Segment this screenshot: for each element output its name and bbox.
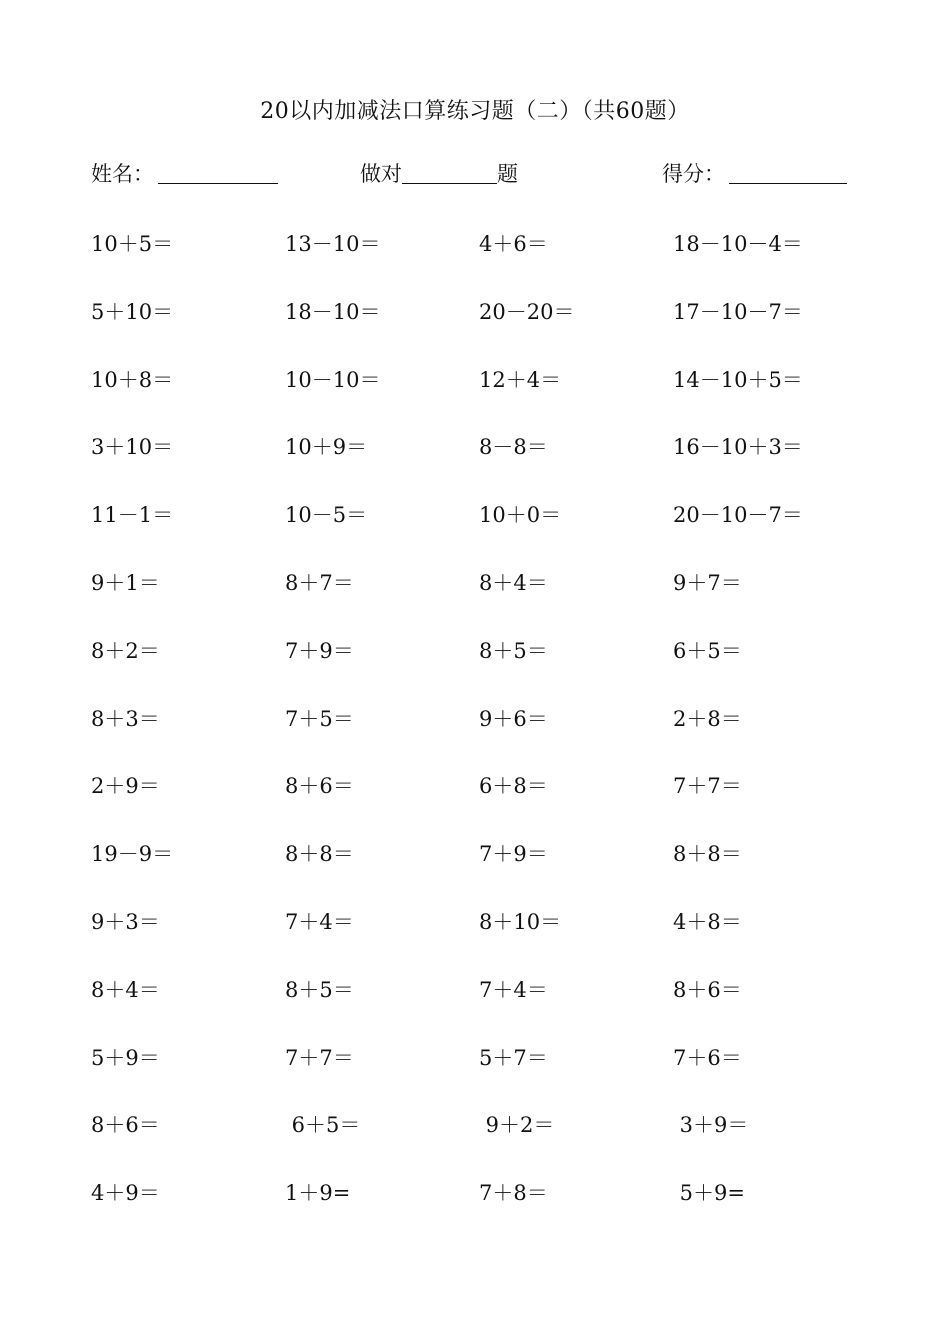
- math-problem: 17－10－7＝: [673, 299, 803, 324]
- math-problem: 18－10＝: [285, 299, 381, 324]
- math-problem: 13－10＝: [285, 232, 381, 256]
- math-problem: 8－8＝: [479, 435, 548, 460]
- math-problem: 3＋9＝: [673, 1113, 749, 1138]
- math-problem: 8＋2＝: [91, 638, 160, 663]
- math-problem: 9＋2＝: [479, 1113, 555, 1138]
- math-problem: 4＋6＝: [479, 232, 548, 256]
- math-problem: 7＋5＝: [285, 706, 354, 731]
- math-problem: 9＋6＝: [479, 706, 548, 731]
- math-problem: 7＋8＝: [479, 1181, 548, 1206]
- math-problem: 8＋7＝: [285, 570, 354, 595]
- math-problem: 8＋6＝: [285, 774, 354, 799]
- math-problem: 4＋8＝: [673, 909, 742, 934]
- page-title: 20以内加减法口算练习题（二）（共60题）: [260, 99, 690, 124]
- math-problem: 6＋5＝: [285, 1113, 361, 1138]
- math-problem: 1＋9=: [285, 1181, 351, 1206]
- correct-suffix-label: 题: [497, 162, 518, 186]
- math-problem: 8＋6＝: [91, 1113, 160, 1138]
- math-problem: 8＋8＝: [673, 842, 742, 867]
- correct-count-field: [360, 158, 518, 188]
- math-problem: 10＋0＝: [479, 503, 562, 528]
- score-label: 得分：: [662, 162, 725, 186]
- math-problem: 9＋7＝: [673, 570, 742, 595]
- math-problem: 3＋10＝: [91, 435, 174, 460]
- math-problem: 4＋9＝: [91, 1181, 160, 1206]
- math-problem: 7＋9＝: [285, 638, 354, 663]
- math-problem: 7＋7＝: [285, 1045, 354, 1070]
- math-problem: 18－10－4＝: [673, 232, 803, 256]
- math-problem: 12＋4＝: [479, 367, 562, 392]
- math-problem: 19－9＝: [91, 842, 174, 867]
- math-problem: 8＋5＝: [479, 638, 548, 663]
- correct-count-blank: [402, 161, 497, 184]
- math-problem: 7＋6＝: [673, 1045, 742, 1070]
- math-problem: 20－10－7＝: [673, 503, 803, 528]
- math-problem: 11－1＝: [91, 503, 174, 528]
- score-field: [662, 158, 847, 188]
- math-problem: 6＋5＝: [673, 638, 742, 663]
- math-problem: 8＋4＝: [91, 977, 160, 1002]
- math-problem: 6＋8＝: [479, 774, 548, 799]
- math-problem: 5＋7＝: [479, 1045, 548, 1070]
- math-problem: 8＋6＝: [673, 977, 742, 1002]
- math-problem: 10＋9＝: [285, 435, 368, 460]
- math-problem: 10－10＝: [285, 367, 381, 392]
- math-problem: 7＋7＝: [673, 774, 742, 799]
- math-problem: 2＋9＝: [91, 774, 160, 799]
- math-problem: 7＋4＝: [479, 977, 548, 1002]
- student-info-row: [0, 158, 950, 190]
- math-problem: 7＋4＝: [285, 909, 354, 934]
- math-problem: 8＋5＝: [285, 977, 354, 1002]
- math-problem: 10－5＝: [285, 503, 368, 528]
- math-problem: 2＋8＝: [673, 706, 742, 731]
- math-problem: 9＋1＝: [91, 570, 160, 595]
- name-label: 姓名：: [91, 162, 154, 186]
- score-blank: [729, 161, 847, 184]
- math-problem: 10＋5＝: [91, 232, 174, 256]
- math-problem: 8＋4＝: [479, 570, 548, 595]
- math-problem: 8＋10＝: [479, 909, 562, 934]
- name-blank: [158, 161, 278, 184]
- math-problem: 9＋3＝: [91, 909, 160, 934]
- math-problem: 10＋8＝: [91, 367, 174, 392]
- math-problem: 5＋9＝: [91, 1045, 160, 1070]
- name-field: [91, 158, 278, 188]
- problems-grid: [91, 228, 871, 1245]
- math-problem: 8＋8＝: [285, 842, 354, 867]
- math-problem: 5＋10＝: [91, 299, 174, 324]
- math-problem: 5＋9=: [673, 1181, 745, 1206]
- math-problem: 14－10＋5＝: [673, 367, 803, 392]
- math-problem: 7＋9＝: [479, 842, 548, 867]
- math-problem: 8＋3＝: [91, 706, 160, 731]
- correct-label: 做对: [360, 162, 402, 186]
- math-problem: 20－20＝: [479, 299, 575, 324]
- math-problem: 16－10＋3＝: [673, 435, 803, 460]
